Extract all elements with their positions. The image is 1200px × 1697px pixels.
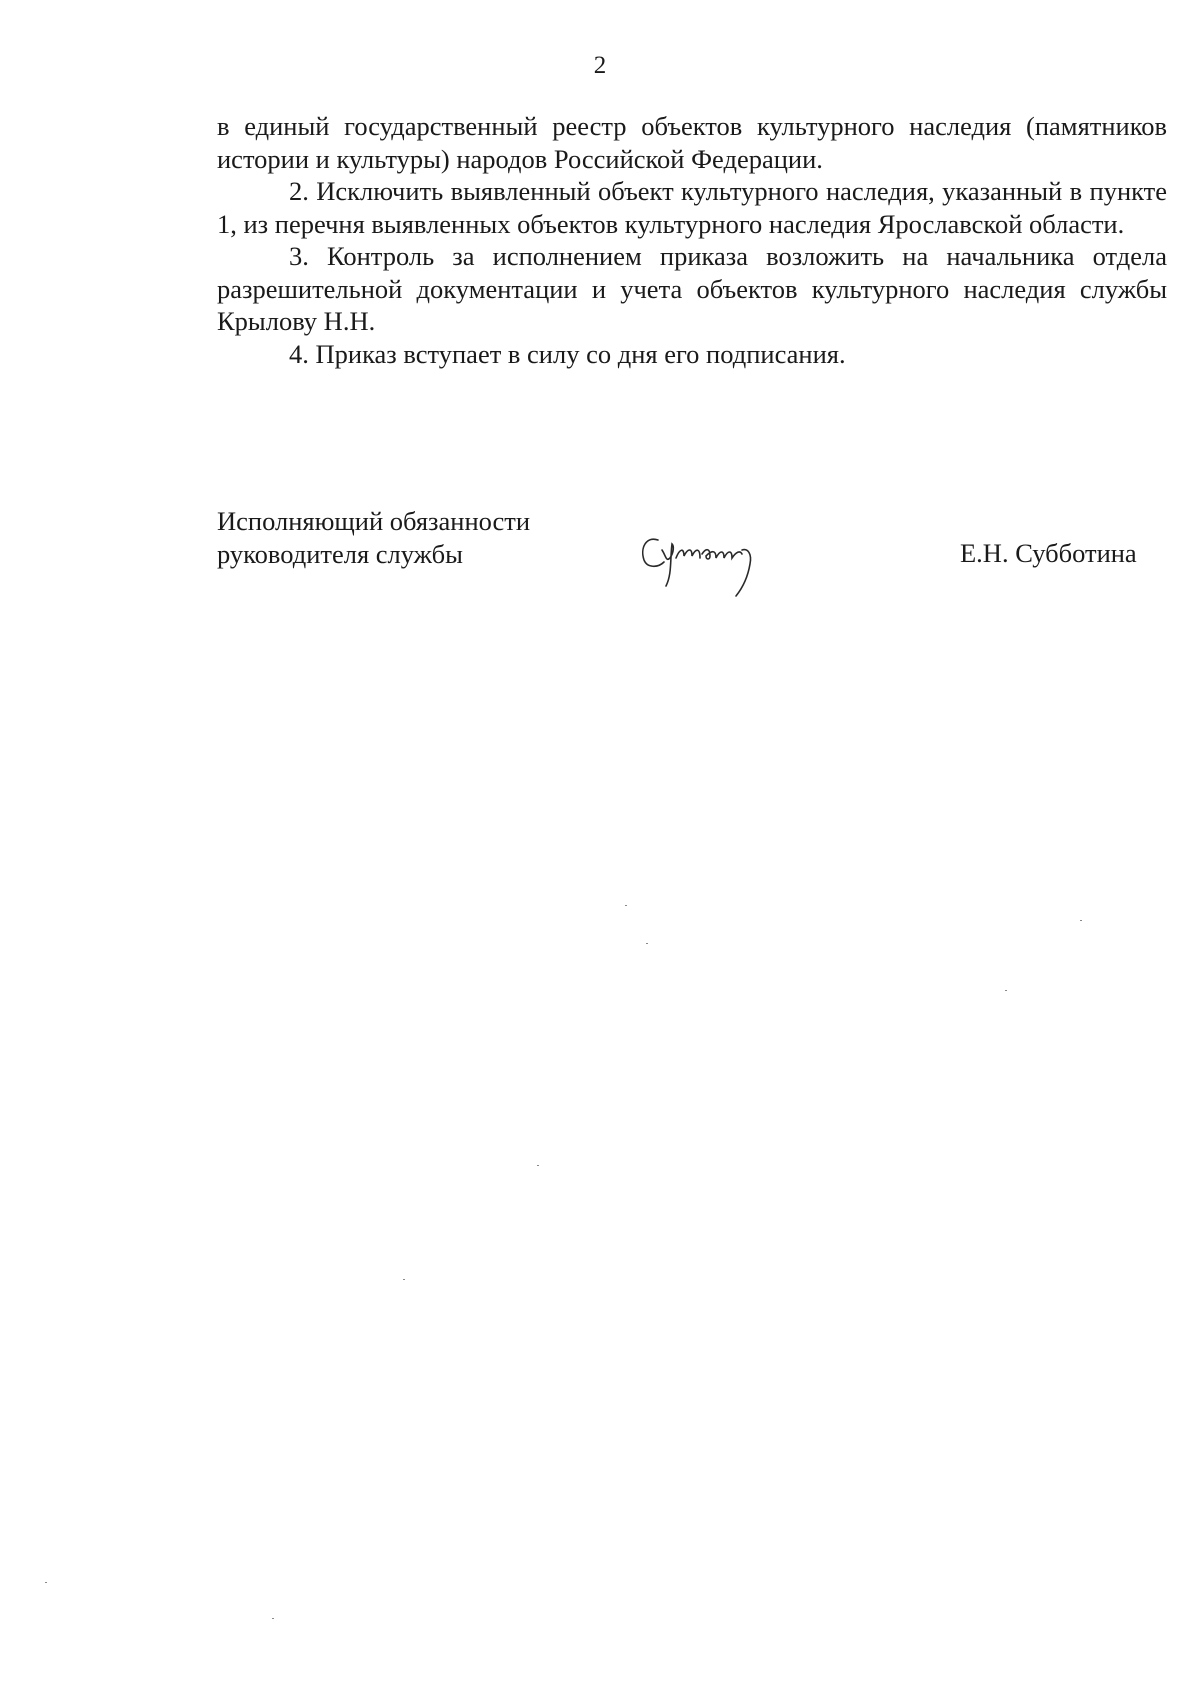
signatory-position	[217, 505, 530, 570]
paragraph-4: 4. Приказ вступает в силу со дня его подписания.	[289, 338, 846, 369]
scan-speck	[45, 1582, 47, 1583]
paragraph-3: 3. Контроль за исполнением приказа возложить на начальника отдела разрешительной документации и учета объектов культурного наследия службы Крылову Н.Н.	[217, 241, 1167, 336]
signatory-position-line-1: Исполняющий обязанности	[217, 506, 531, 536]
scan-speck	[272, 1618, 274, 1619]
scan-speck	[625, 905, 627, 906]
scan-speck	[403, 1279, 405, 1280]
paragraph-1-continuation: в единый государственный реестр объектов культурного наследия (памятников истории и культуры) народов Российской Федерации.	[217, 111, 1167, 174]
paragraph-2: 2. Исключить выявленный объект культурного наследия, указанный в пункте 1, из перечня выявленных объектов культурного наследия Ярославской области.	[217, 176, 1167, 239]
handwritten-signature	[636, 528, 776, 608]
document-body	[217, 110, 1167, 370]
scan-speck	[646, 943, 648, 944]
scan-speck	[537, 1165, 539, 1166]
signer-name: Е.Н. Субботина	[960, 538, 1137, 568]
scan-speck	[1005, 990, 1007, 991]
signatory-position-line-2: руководителя службы	[217, 538, 463, 569]
page-number: 2	[593, 52, 607, 79]
scan-speck	[1080, 920, 1082, 921]
